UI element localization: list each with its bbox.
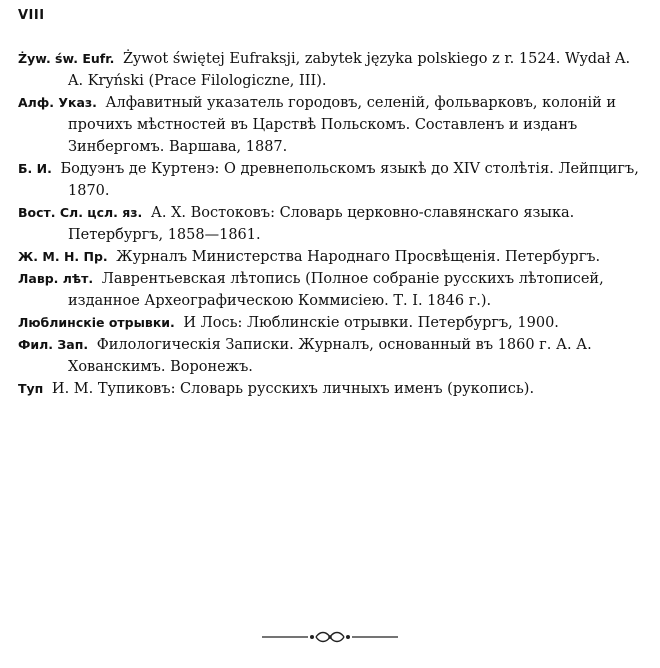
entry-abbreviation: Лавр. лѣт. bbox=[18, 271, 94, 286]
list-item bbox=[18, 158, 648, 202]
list-item bbox=[18, 48, 648, 92]
entry-abbreviation: Алф. Указ. bbox=[18, 95, 97, 110]
list-item bbox=[18, 378, 648, 400]
entry-text: Журналъ Министерства Народнаго Просвѣщенія. Петербургъ. bbox=[116, 249, 601, 265]
entry-abbreviation: Ж. М. Н. Пр. bbox=[18, 249, 108, 264]
entry-text: Бодуэнъ де Куртенэ: О древнепольскомъ языкѣ до XIV столѣтія. Лейпцигъ, 1870. bbox=[60, 161, 639, 199]
entry-text: И Лось: Люблинскіе отрывки. Петербургъ, 1900. bbox=[183, 315, 559, 331]
list-item bbox=[18, 312, 648, 334]
entry-text: Филологическія Записки. Журналъ, основанный въ 1860 г. А. А. Хованскимъ. Воронежъ. bbox=[68, 337, 592, 375]
list-item bbox=[18, 92, 648, 158]
entry-abbreviation: Вост. Сл. цсл. яз. bbox=[18, 205, 143, 220]
entry-abbreviation: Żyw. św. Eufr. bbox=[18, 51, 115, 66]
list-item bbox=[18, 334, 648, 378]
entry-text: И. М. Тупиковъ: Словарь русскихъ личныхъ именъ (рукопись). bbox=[51, 381, 535, 397]
entry-text: Żywot świętej Eufraksji, zabytek języka polskiego z r. 1524. Wydał A. A. Kryński (Prace Filologiczne, III). bbox=[68, 51, 631, 89]
list-item bbox=[18, 268, 648, 312]
entry-text: А. Х. Востоковъ: Словарь церковно-славянскаго языка. Петербургъ, 1858—1861. bbox=[68, 205, 575, 243]
page-number: VIII bbox=[18, 8, 45, 23]
entry-abbreviation: Люблинскіе отрывки. bbox=[18, 315, 175, 330]
entry-text: Лаврентьевская лѣтопись (Полное собраніе русскихъ лѣтописей, изданное Археографическою Коммисіею. Т. I. 1846 г.). bbox=[68, 271, 604, 309]
abbreviations-list bbox=[18, 48, 648, 400]
entry-abbreviation: Б. И. bbox=[18, 161, 52, 176]
decorative-divider-icon bbox=[260, 630, 400, 644]
entry-text: Алфавитный указатель городовъ, селеній, фольварковъ, колоній и прочихъ мѣстностей въ Царствѣ Польскомъ. Составленъ и изданъ Зинбергомъ. Варшава, 1887. bbox=[68, 95, 617, 155]
list-item bbox=[18, 246, 648, 268]
entry-abbreviation: Фил. Зап. bbox=[18, 337, 89, 352]
entry-abbreviation: Туп bbox=[18, 381, 44, 396]
list-item bbox=[18, 202, 648, 246]
